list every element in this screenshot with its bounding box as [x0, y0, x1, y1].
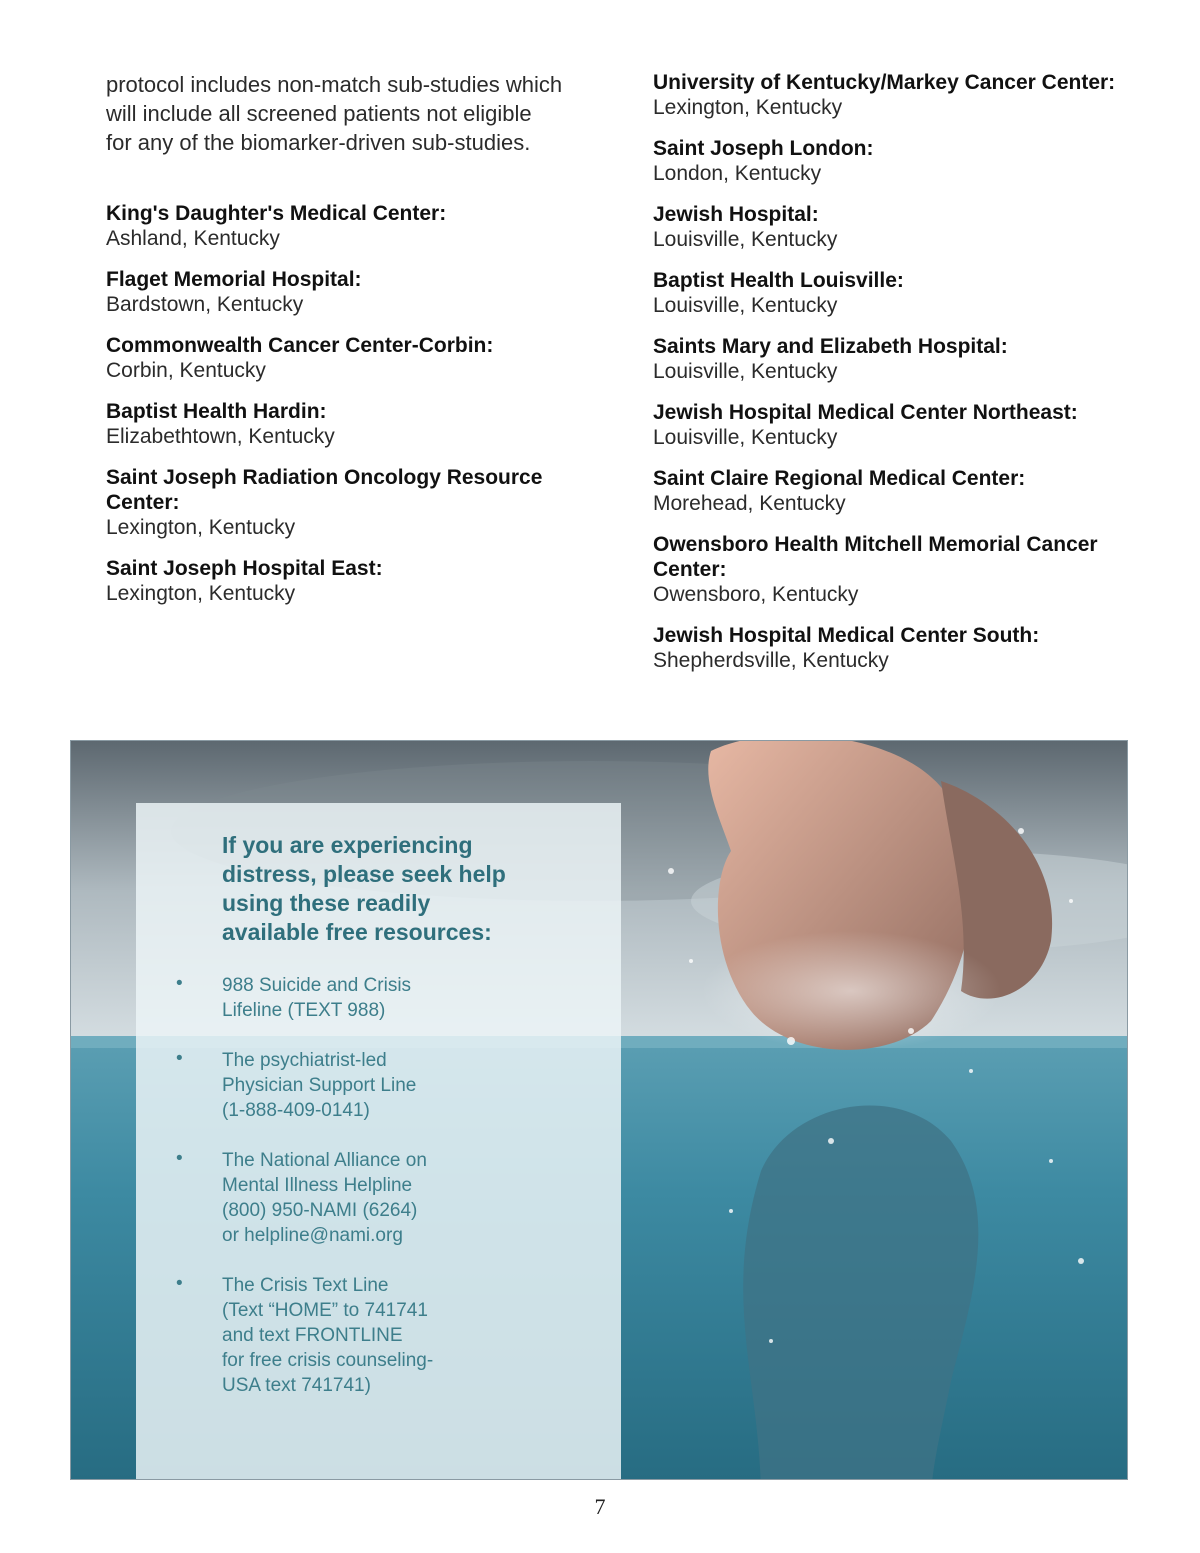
bullet-icon: • [176, 1273, 183, 1294]
left-site-list [106, 201, 606, 606]
site-location: Bardstown, Kentucky [106, 293, 304, 316]
site-location: Ashland, Kentucky [106, 227, 280, 250]
site-entry [653, 400, 1153, 450]
intro-paragraph: protocol includes non-match sub-studies which will include all screened patients not eligible for any of the biomarker-driven sub-studies. [106, 72, 563, 155]
resource-item [176, 1273, 601, 1398]
resource-text-line: Lifeline (TEXT 988) [222, 1000, 386, 1021]
site-name: Saint Joseph Hospital East: [106, 557, 383, 580]
site-entry [106, 333, 606, 383]
page-number: 7 [594, 1494, 606, 1519]
site-entry [106, 399, 606, 449]
site-entry [653, 202, 1153, 252]
site-entry [653, 532, 1153, 607]
distress-resources-banner [70, 740, 1128, 1480]
right-site-list [653, 70, 1153, 673]
site-entry [653, 623, 1153, 673]
site-location: Lexington, Kentucky [106, 516, 296, 539]
site-name: Owensboro Health Mitchell Memorial Cancer Center: [653, 533, 1098, 581]
site-entry [653, 136, 1153, 186]
site-name: King's Daughter's Medical Center: [106, 202, 447, 225]
resource-text-line: The National Alliance on [222, 1150, 427, 1171]
resource-item [176, 973, 601, 1023]
site-name: Jewish Hospital Medical Center Northeast: [653, 401, 1078, 424]
site-location: Morehead, Kentucky [653, 492, 846, 515]
bullet-icon: • [176, 973, 183, 994]
site-name: Jewish Hospital: [653, 203, 819, 226]
resource-info-box [136, 803, 621, 1479]
site-name: Flaget Memorial Hospital: [106, 268, 362, 291]
resource-text-line: 988 Suicide and Crisis [222, 975, 412, 996]
site-name: Baptist Health Louisville: [653, 269, 904, 292]
site-entry [653, 70, 1153, 120]
resource-text-line: (800) 950-NAMI (6264) [222, 1200, 418, 1221]
resource-text-line: (1-888-409-0141) [222, 1100, 370, 1121]
bullet-icon: • [176, 1148, 183, 1169]
resource-list [176, 973, 601, 1398]
resource-text-line: The psychiatrist-led [222, 1050, 387, 1071]
site-entry [106, 267, 606, 317]
site-name: Saints Mary and Elizabeth Hospital: [653, 335, 1008, 358]
site-name: Saint Joseph Radiation Oncology Resource Center: [106, 466, 543, 514]
site-name: University of Kentucky/Markey Cancer Center: [653, 71, 1116, 94]
site-location: Louisville, Kentucky [653, 426, 838, 449]
site-location: Louisville, Kentucky [653, 228, 838, 251]
site-name: Baptist Health Hardin: [106, 400, 327, 423]
site-name: Saint Claire Regional Medical Center: [653, 467, 1026, 490]
site-location: Owensboro, Kentucky [653, 583, 859, 606]
site-location: Lexington, Kentucky [106, 582, 296, 605]
site-location: Lexington, Kentucky [653, 96, 843, 119]
site-location: London, Kentucky [653, 162, 822, 185]
resource-text-line: Mental Illness Helpline [222, 1175, 413, 1196]
banner-title: If you are experiencing distress, please seek help using these readily available free resources: [222, 832, 506, 945]
site-location: Louisville, Kentucky [653, 360, 838, 383]
site-entry [106, 465, 606, 540]
site-name: Commonwealth Cancer Center-Corbin: [106, 334, 494, 357]
left-column [106, 70, 606, 622]
site-name: Jewish Hospital Medical Center South: [653, 624, 1040, 647]
site-entry [106, 556, 606, 606]
site-entry [653, 268, 1153, 318]
site-location: Corbin, Kentucky [106, 359, 266, 382]
resource-text-line: Physician Support Line [222, 1075, 417, 1096]
site-location: Shepherdsville, Kentucky [653, 649, 889, 672]
site-location: Elizabethtown, Kentucky [106, 425, 335, 448]
resource-text-line: for free crisis counseling- [222, 1350, 434, 1371]
resource-text-line: (Text “HOME” to 741741 [222, 1300, 428, 1321]
site-name: Saint Joseph London: [653, 137, 874, 160]
right-column [653, 70, 1153, 689]
site-location: Louisville, Kentucky [653, 294, 838, 317]
resource-text-line: The Crisis Text Line [222, 1275, 389, 1296]
bullet-icon: • [176, 1048, 183, 1069]
site-entry [106, 201, 606, 251]
resource-item [176, 1048, 601, 1123]
resource-text-line: and text FRONTLINE [222, 1325, 403, 1346]
site-entry [653, 334, 1153, 384]
resource-text-line: USA text 741741) [222, 1375, 371, 1396]
resource-item [176, 1148, 601, 1248]
site-entry [653, 466, 1153, 516]
resource-text-line: or helpline@nami.org [222, 1225, 403, 1246]
